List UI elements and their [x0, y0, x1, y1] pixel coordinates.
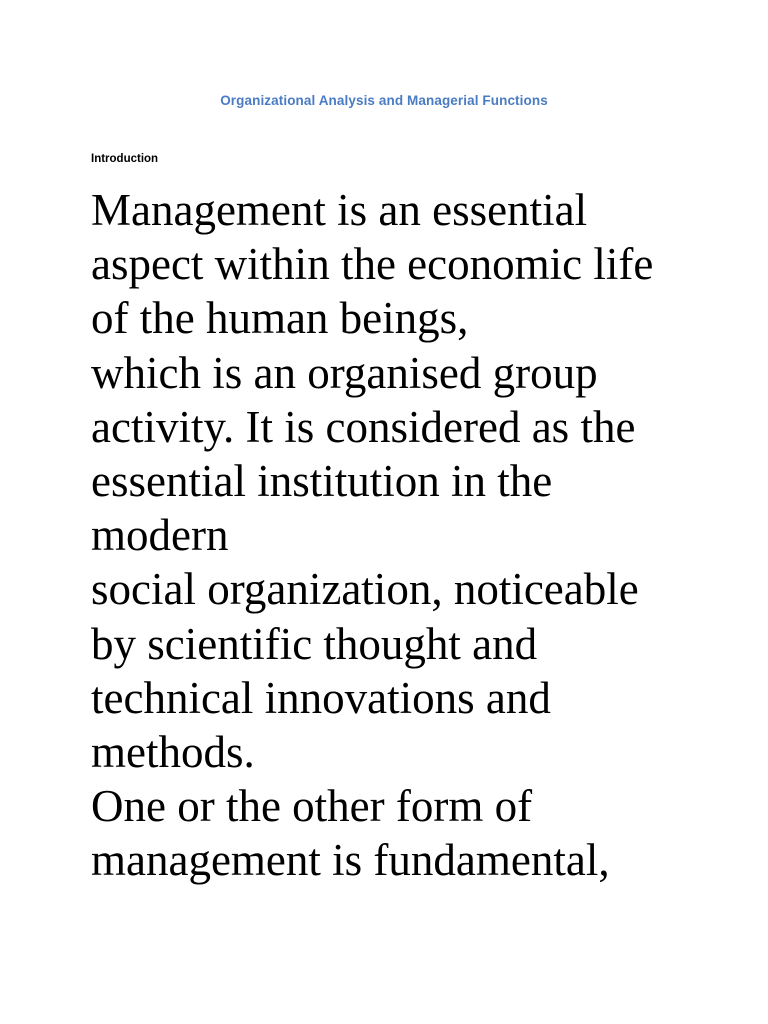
body-line: which is an organised group — [91, 347, 598, 398]
body-line: One or the other form of — [91, 781, 533, 832]
body-line: modern — [91, 510, 229, 561]
body-line: social organization, noticeable — [91, 564, 639, 615]
body-line: methods. — [91, 727, 255, 778]
body-line: of the human beings, — [91, 293, 469, 344]
body-line: activity. It is considered as the — [91, 401, 636, 452]
body-line: management is fundamental, — [91, 835, 610, 886]
document-title: Organizational Analysis and Managerial Functions — [220, 93, 548, 108]
body-line: essential institution in the — [91, 456, 553, 507]
body-paragraph — [91, 183, 711, 888]
body-line: by scientific thought and — [91, 618, 538, 669]
body-line: technical innovations and — [91, 672, 551, 723]
body-line: Management is an essential — [91, 185, 588, 235]
section-heading-introduction: Introduction — [91, 153, 159, 165]
body-line: aspect within the economic life — [91, 239, 654, 290]
